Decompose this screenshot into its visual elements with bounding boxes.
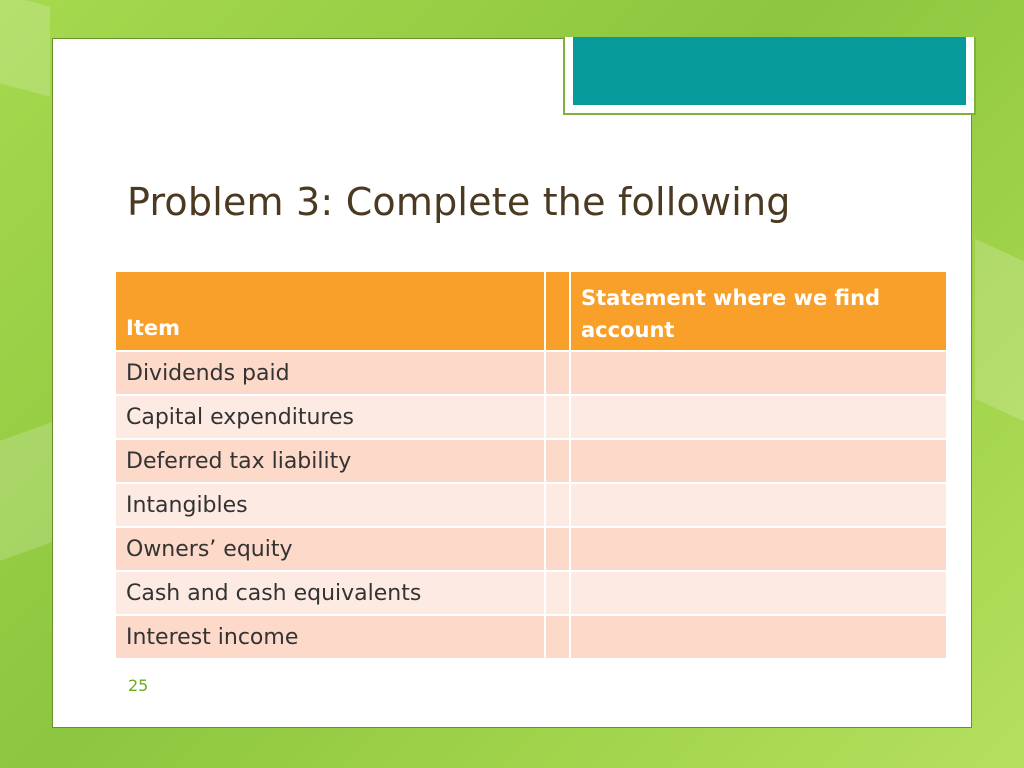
accent-tab-fill	[573, 37, 966, 105]
background-facet	[0, 419, 60, 561]
table-row	[116, 572, 948, 616]
cell-statement[interactable]	[571, 352, 948, 396]
table-row	[116, 440, 948, 484]
background-facet	[975, 239, 1024, 422]
cell-statement[interactable]	[571, 572, 948, 616]
cell-statement[interactable]	[571, 440, 948, 484]
cell-statement[interactable]	[571, 484, 948, 528]
cell-statement[interactable]	[571, 528, 948, 572]
cell-statement[interactable]	[571, 616, 948, 660]
cell-item: Interest income	[116, 616, 546, 660]
cell-gap	[546, 572, 571, 616]
table-row	[116, 528, 948, 572]
cell-item: Cash and cash equivalents	[116, 572, 546, 616]
table-row	[116, 352, 948, 396]
cell-gap	[546, 352, 571, 396]
cell-item: Dividends paid	[116, 352, 546, 396]
header-gap	[546, 272, 571, 352]
slide-title: Problem 3: Complete the following	[127, 180, 791, 224]
cell-gap	[546, 616, 571, 660]
header-statement: Statement where we find account	[571, 272, 948, 352]
cell-gap	[546, 528, 571, 572]
cell-item: Intangibles	[116, 484, 546, 528]
cell-item: Owners’ equity	[116, 528, 546, 572]
header-item: Item	[116, 272, 546, 352]
cell-item: Capital expenditures	[116, 396, 546, 440]
accent-tab	[563, 37, 976, 115]
page-number: 25	[128, 676, 149, 695]
table-row	[116, 484, 948, 528]
table-header-row	[116, 272, 948, 352]
background-facet	[0, 0, 50, 97]
cell-gap	[546, 396, 571, 440]
cell-item: Deferred tax liability	[116, 440, 546, 484]
accounts-table	[116, 272, 948, 660]
cell-statement[interactable]	[571, 396, 948, 440]
table-row	[116, 616, 948, 660]
cell-gap	[546, 484, 571, 528]
cell-gap	[546, 440, 571, 484]
table-row	[116, 396, 948, 440]
